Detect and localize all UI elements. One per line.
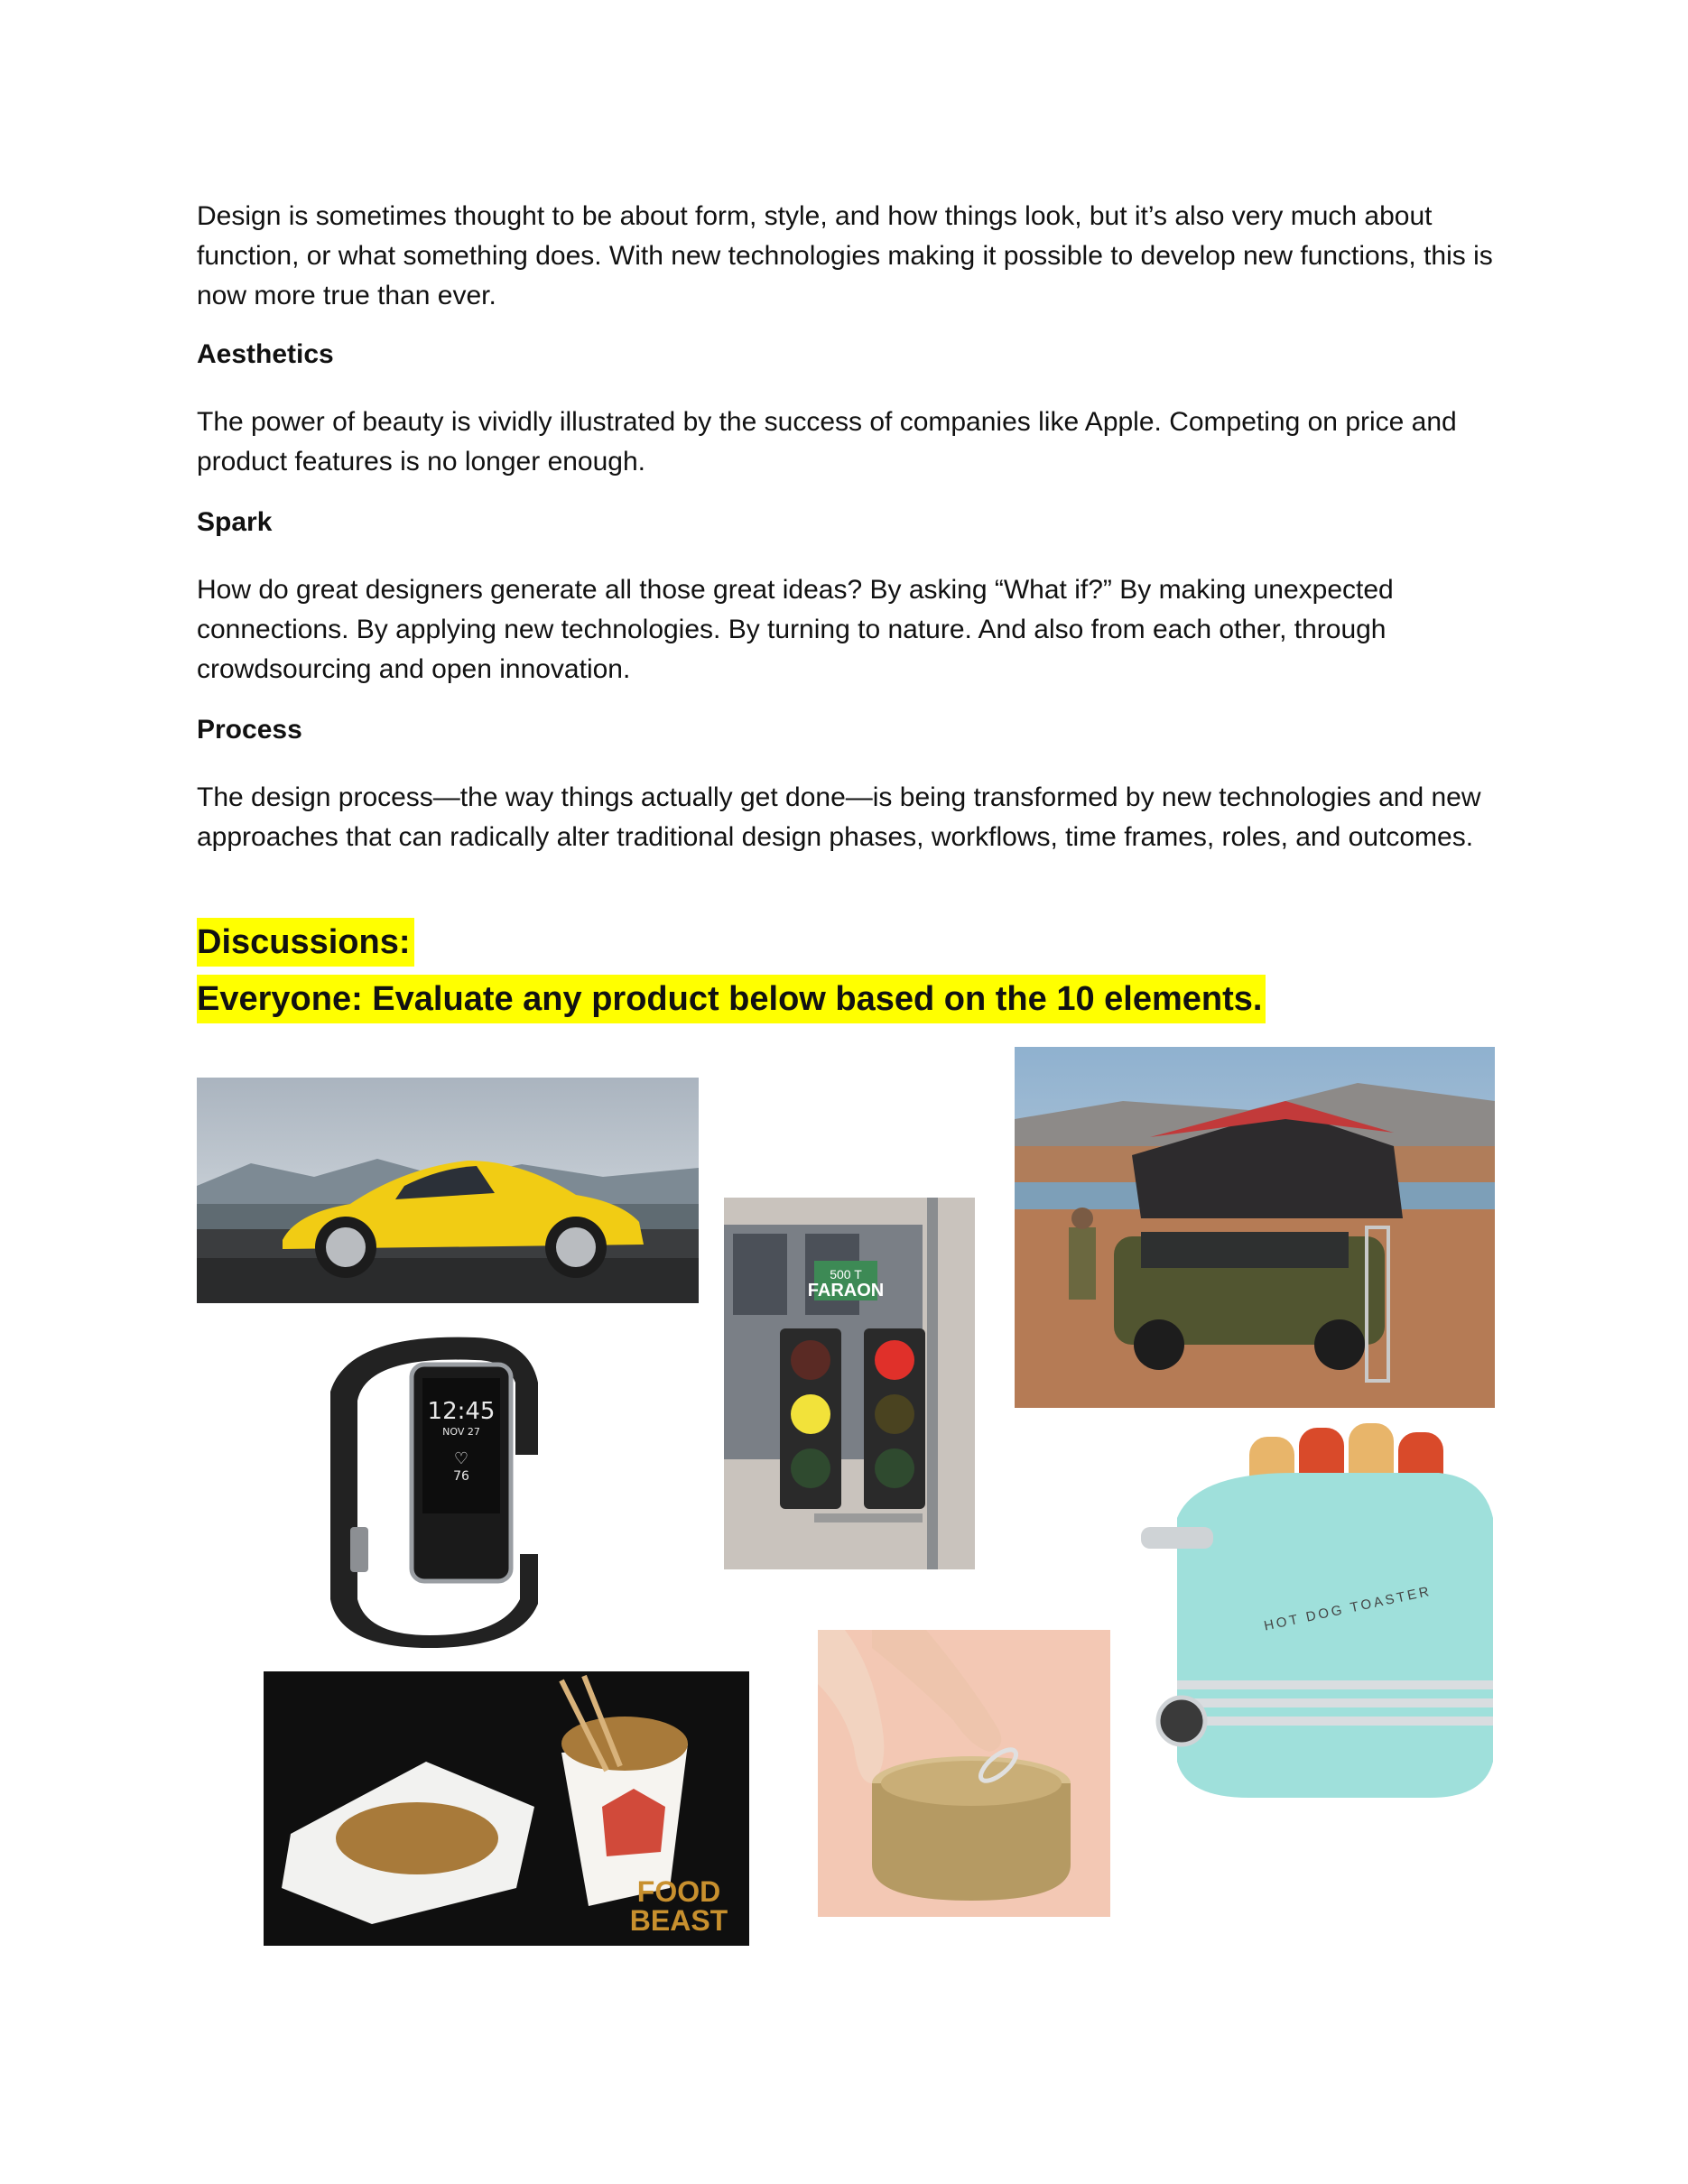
intro-paragraph: Design is sometimes thought to be about form, style, and how things look, but it’s also very much about function, or what something does. With new technologies making it possible to develop new functions, this is now more true than ever. [197,201,1493,310]
heart-icon: ♡ [453,1449,469,1468]
hot-dog-toaster-image [1141,1410,1513,1821]
watch-date: NOV 27 [442,1426,480,1438]
pull-tab-can-image [818,1630,1110,1917]
process-paragraph: The design process—the way things actually get done—is being transformed by new technologies and new approaches that can radically alter traditional design phases, workflows, time frames, roles, and outcomes. [197,782,1481,852]
foodbeast-watermark-1: FOOD [636,1875,721,1908]
rooftop-tent-image [1015,1047,1495,1408]
sports-car-image [197,1078,699,1303]
discussion-prompt: Everyone: Evaluate any product below based on the 10 elements. [197,975,1266,1023]
discussions-title: Discussions: [197,918,414,967]
aesthetics-heading: Aesthetics [197,339,334,369]
noodles-takeout-image [264,1671,749,1946]
toaster-label: HOT DOG TOASTER [1262,1583,1433,1634]
foodbeast-watermark-2: BEAST [629,1904,728,1937]
watch-heart-rate: 76 [453,1469,469,1484]
fitness-tracker-image [294,1328,556,1648]
process-heading: Process [197,715,302,745]
spark-paragraph: How do great designers generate all those great ideas? By asking “What if?” By making unexpected connections. By applying new technologies. By turning to nature. And also from each other, through crowdsourcing and open innovation. [197,575,1394,684]
aesthetics-paragraph: The power of beauty is vividly illustrated by the success of companies like Apple. Competing on price and product features is no longer enough. [197,407,1457,477]
watch-time: 12:45 [427,1398,496,1425]
street-sign-number: 500 T [830,1267,862,1282]
spark-heading: Spark [197,507,273,537]
street-sign-name: FARAON [807,1281,885,1300]
traffic-light-image [724,1198,975,1569]
